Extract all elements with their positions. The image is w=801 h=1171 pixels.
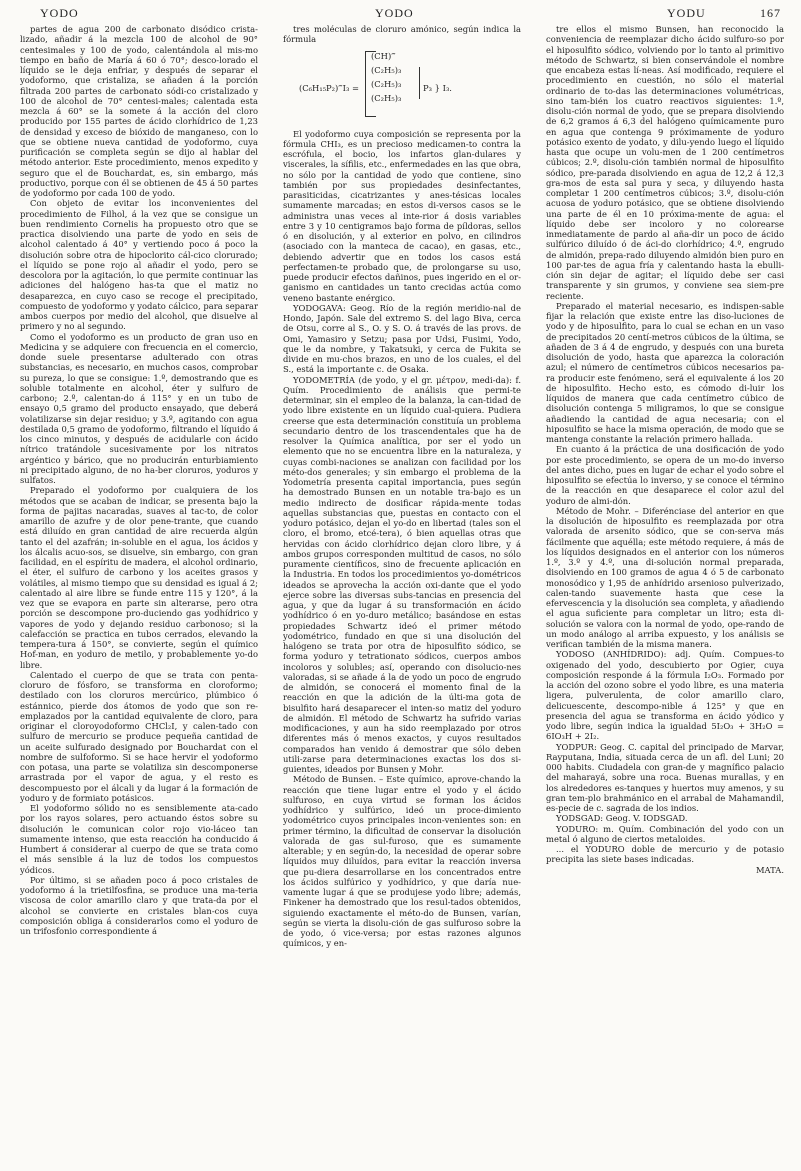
- paragraph: En cuanto á la práctica de una dosificación de yodo por este procedimiento, se opera de un mo-do inverso del antes dicho, pues en lugar de echar el yodo sobre el hiposulfito se efectúa lo inverso, y se conoce el término de la reacción en que desaparece el color azul del yoduro de almi-dón.: [546, 444, 784, 506]
- paragraph: El yodoformo cuya composición se representa por la fórmula CHI₃, es un precioso medicamen-to contra la escrófula, el bocio, los infartos glan-dulares y viscerales, la sífilis, etc., enfermedades en las que obra, no sólo por la cantidad de yodo que contiene, sino también por sus propiedades desinfectantes, parasiticidas, cicatrizantes y anes-tésicas locales sumamente marcadas; en estos di-versos casos se le administra unas veces al inte-rior á dosis variables entre 3 y 10 centigramos bajo forma de píldoras, sellos ó en disolución, y al exterior en polvo, en cilindros (asociado con la manteca de cacao), en gasas, etc., debiendo advertir que en todos los casos está perfectamen-te probado que, de prolongarse su uso, puede producir efectos dañinos, pues ingerido en el or-ganismo en cantidades un tanto crecidas actúa como veneno bastante enérgico.: [283, 128, 521, 303]
- paragraph: Con objeto de evitar los inconvenientes del procedimiento de Filhol, á la vez que se consigue un buen rendimiento Cornelis ha propuesto otro que se practica disolviendo una parte de yodo en seis de alcohol calentado á 40° y vertiendo poco á poco la disolución sobre otra de hipoclorito cál-cico clorurado; el líquido se pone rojo al añadir el yodo, pero se descolora por la agitación, lo que permite continuar las adiciones del halógeno has-ta que el matiz no desaparezca, en cuyo caso se recoge el precipitado, compuesto de yodoformo y yodato cálcico, para separar ambos cuerpos por medio del alcohol, que disuelve al primero y no al segundo.: [20, 198, 258, 332]
- formula-term: (C₂H₅)₃: [371, 78, 402, 89]
- paragraph: El yodoformo sólido no es sensiblemente ata-cado por los rayos solares, pero actuando éstos sobre su disolución le comunican color rojo vio-láceo tan sumamente intenso, que esta reacción ha conducido á Humbert á considerar al cuerpo de que se trata como el más sensible á la luz de todos los compuestos yódicos.: [20, 803, 258, 875]
- paragraph: YODSGAD: Geog. V. IODSGAD.: [556, 813, 688, 824]
- column-1: [20, 24, 258, 1164]
- chemical-formula: [283, 47, 521, 125]
- paragraph: Método de Bunsen. – Este químico, aprove-chando la reacción que tiene lugar entre el yodo y el ácido sulfuroso, en cuya virtud se forman los ácidos yodhídrico y sulfúrico, ideó un proce-dimiento yodométrico cuyos principales incon-venientes son: en primer término, la dificultad de conservar la disolución valorada de gas sul-furoso, que es sumamente alterable; y en según-do, la necesidad de operar sobre líquidos muy diluídos, para evitar la reacción inversa que pu-diera desarrollarse en los concentrados entre los ácidos sulfúrico y yodhídrico, y que daría nue-vamente lugar á que se produjese yodo libre; además, Finkener ha demostrado que los resul-tados obtenidos, siguiendo exactamente el méto-do de Bunsen, varían, según se vierta la disolu-ción de gas sulfuroso sobre la de yodo, ó vice-versa; por estas razones algunos químicos, y en-: [283, 774, 521, 949]
- paragraph: tre ellos el mismo Bunsen, han reconocido la conveniencia de reemplazar dicho ácido sulfuro-so por el hiposulfito sódico, volviendo por lo tanto al primitivo método de Schwartz, si bien conservándole el nombre que encabeza estas lí-neas. Así modificado, requiere el procedimiento en cuestión, no sólo el material ordinario de to-das las determinaciones volumétricas, sino tam-bién los cuatro reactivos siguientes: 1.º, disolu-ción normal de yodo, que se prepara disolviendo de 6,2 gramos á 6,3 del halógeno químicamente puro en agua que contenga 9 próximamente de yoduro potásico exento de yodato, y dilu-yendo luego el líquido hasta que ocupe un volu-men de 1 200 centímetros cúbicos; 2.º, disolu-ción también normal de hiposulfito sódico, pre-parada disolviendo en agua de 12,2 á 12,3 gra-mos de esta sal pura y seca, y diluyendo hasta completar 1 200 centímetros cúbicos; 3.º, disolu-ción acuosa de yoduro potásico, que se obtiene disolviendo una parte de él en 10 próxima-mente de agua: el líquido debe ser incoloro y no colorearse inmediatamente de pardo al aña-dir un poco de ácido sulfúrico diluído ó de áci-do clorhídrico; 4.º, engrudo de almidón, prepa-rado diluyendo almidón bien puro en 100 par-tes de agua fría y calentando hasta la ebulli-ción sin dejar de agitar; el líquido debe ser casi transparente y sin grumos, y conviene sea siem-pre reciente.: [546, 24, 784, 301]
- paragraph: Método de Mohr. – Diferénciase del anterior en que la disolución de hiposulfito es reemplazada por otra valorada de arsenito sódico, que se con-serva más fácilmente que aquélla; este método requiere, á más de los líquidos designados en el anterior con los números 1.º, 3.º y 4.º, una di-solución normal preparada, disolviendo en 100 gramos de agua 4 ó 5 de carbonato monosódico y 1,95 de anhídrido arsenioso pulverizado, calen-tando suavemente hasta que cese la efervescencia y la disolución sea completa, y añadiendo el agua suficiente para completar un litro; esta di-solución se valora con la normal de yodo, ope-rando de un modo análogo al arriba expuesto, y los análisis se verifican también de la misma manera.: [546, 505, 784, 649]
- paragraph: Como el yodoformo es un producto de gran uso en Medicina y se adquiere con frecuencia en el comercio, donde suele presentarse adulterado con otras substancias, es necesario, en muchos casos, comprobar su pureza, lo que se consigue: 1.º, demostrando que es soluble totalmente en alcohol, éter y sulfuro de carbono; 2.º, calentan-do á 115° y en un tubo de ensayo 0,5 gramo del producto ensayado, que deberá volatilizarse sin dejar residuo; y 3.º, agitando con agua destilada 0,5 gramo de yodoformo, filtrando el líquido á los cinco minutos, y después de acidularle con ácido nítrico tratándole sucesivamente por los nitratos argéntico y bárico, que no producirán enturbiamiento ni precipitado alguno, de no ha-ber cloruros, yoduros y sulfatos.: [20, 331, 258, 485]
- column-2: [283, 24, 521, 1164]
- paragraph: YODOSO (ANHÍDRIDO): adj. Quím. Compues-to oxigenado del yodo, descubierto por Ogier, cuya composición responde á la fórmula I₂O₃. Formado por la acción del ozono sobre el yodo libre, es una materia ligera, pulverulenta, de color amarillo claro, delicuescente, descompo-nible á 125° y que en presencia del agua se transforma en ácido yódico y yodo libre, según indica la igualdad 5I₂O₃ + 3H₂O = 6IO₃H + 2I₂.: [546, 649, 784, 742]
- formula-term: (C₂H₅)₃: [371, 64, 402, 75]
- header-right: YODU: [667, 6, 706, 20]
- formula-brace: [413, 67, 420, 99]
- paragraph: Preparado el yodoformo por cualquiera de los métodos que se acaban de indicar, se presenta bajo la forma de pajitas nacaradas, suaves al tac-to, de color amarillo de azufre y de olor pene-trante, que cuando está diluído en gran cantidad de aire recuerda algún tanto el del azafrán; in-soluble en el agua, los ácidos y los álcalis acuo-sos, se disuelve, sin embargo, con gran facilidad, en el espíritu de madera, el alcohol ordinario, el éter, el sulfuro de carbono y los aceites grasos y volátiles, al mismo tiempo que su densidad es igual á 2; calentado al aire libre se funde entre 115 y 120°, á la vez que se evapora en parte sin alterarse, pero otra porción se descompone pro-duciendo gas yodhídrico y vapores de yodo y dejando residuo carbonoso; si la calefacción se practica en tubos cerrados, elevando la tempera-tura á 150°, se convierte, según el químico Hof-man, en yoduro de metilo, y probablemente yo-do libre.: [20, 485, 258, 670]
- paragraph: YODURO: m. Quím. Combinación del yodo con un metal ó alguno de ciertos metaloides.: [546, 823, 784, 844]
- formula-left: (C₆H₁₅P₂)‴I₃ =: [299, 82, 360, 93]
- header-left: YODO: [40, 6, 79, 20]
- paragraph: YODPUR: Geog. C. capital del principado de Marvar, Rayputana, India, situada cerca de un afl. del Luni; 20 000 habits. Ciudadela con gran-de y magnífico palacio del maharayá, sobre una roca. Buenas murallas, y en los alrededores es-tanques y huertos muy amenos, y su gran tem-plo brahmánico en el arrabal de Mahamandil, es-pecie de c. sagrada de los indios.: [546, 741, 784, 813]
- paragraph: tres moléculas de cloruro amónico, según indica la fórmula: [283, 24, 521, 45]
- paragraph: Calentado el cuerpo de que se trata con penta-cloruro de fósforo, se transforma en cloroformo; destilado con los cloruros mercúrico, plúmbico ó estánnico, pierde dos átomos de yodo que son re-emplazados por la cantidad equivalente de cloro, para originar el cloroyodoformo CHCl₂I, y calen-tado con sulfuro de mercurio se produce pequeña cantidad de un aceite sulfurado designado por Bouchardat con el nombre de sulfoformo. Si se hace hervir el yodoformo con potasa, una parte se volatiliza sin descomponerse arrastrada por el vapor de agua, y el resto es descompuesto por el álcali y da lugar á la formación de yoduro y de formiato potásicos.: [20, 669, 258, 803]
- formula-right: P₃ } I₃.: [423, 82, 452, 93]
- paragraph: Preparado el material necesario, es indispen-sable fijar la relación que existe entre las diso-luciones de yodo y de hiposulfito, para lo cual se echan en un vaso de precipitados 20 centí-metros cúbicos de la última, se añaden de 3 á 4 de engrudo, y después con una bureta disolución de yodo, hasta que aparezca la coloración azul; el número de centímetros cúbicos necesarios pa-ra producir este fenómeno, será el equivalente á los 20 de hiposulfito. Hecho esto, es cómodo di-luir los líquidos de manera que cada centímetro cúbico de disolución contenga 5 miligramos, lo que se consigue añadiendo la cantidad de agua necesaria; con el hiposulfito se hace la misma operación, de modo que se mantenga constante la relación primero hallada.: [546, 300, 784, 444]
- formula-term: (CH)‴: [371, 50, 396, 61]
- paragraph: partes de agua 200 de carbonato disódico crista-lizado, añadir á la mezcla 100 de alcohol de 90° centesimales y 100 de yodo, calentándola al mis-mo tiempo en baño de María á 60 ó 70°; desco-lorado el líquido se le deja enfriar, y después de separar el yodoformo, que cristaliza, se añaden á la porción filtrada 200 partes de carbonato sódi-co cristalizado y 100 de alcohol de 70° centesi-males; calentada esta mezcla á 60° se la somete á la acción del cloro producido por 155 partes de ácido clorhídrico de 1,23 de densidad y exceso de bióxido de manganeso, con lo que se obtiene nueva cantidad de yodoformo, cuya purificación se completa según se dijo al hablar del método anterior. Este procedimiento, menos expedito y seguro que el de Bouchardat, es, sin embargo, más productivo, porque con él se obtienen de 45 á 50 partes de yodoformo por cada 100 de yodo.: [20, 24, 258, 198]
- header-center: YODO: [375, 6, 414, 20]
- paragraph: YODOMETRÍA (de yodo, y el gr. μέτρον, medi-da): f. Quím. Procedimiento de análisis que permi-te determinar, sin el empleo de la balanza, la can-tidad de yodo libre existente en un líquido cual-quiera. Pudiera creerse que esta determinación constituía un problema secundario dentro de los trascendentales que ha de resolver la Química analítica, por ser el yodo un elemento que no se encuentra libre en la naturaleza, y cuyas combi-naciones se analizan con facilidad por los méto-dos generales; y sin embargo el problema de la Yodometría presenta capital importancia, pues según ha demostrado Bunsen en un notable tra-bajo es un medio indirecto de dosificar rápida-mente todas aquellas substancias que, puestas en contacto con el yoduro potásico, dejan el yo-do en libertad (tales son el cloro, el bromo, etcé-tera), ó bien aquellas otras que hervidas con ácido clorhídrico dejan cloro libre, y á ambos grupos corresponden multitud de casos, no sólo puramente científicos, sino de frecuente aplicación en la Industria. En todos los procedimientos yo-dométricos ideados se aprovecha la acción oxi-dante que el yodo ejerce sobre las diversas subs-tancias en presencia del agua, y que da lugar á su transformación en ácido yodhídrico ó en yo-duro metálico; basándose en estas propiedades Schwartz ideó el primer método yodométrico, fundado en que si una disolución del halógeno se trata por otra de hiposulfito sódico, se forma yoduro y tetrationato sódicos, cuerpos ambos incoloros y solubles; así, operando con disolucio-nes valoradas, si se añade á la de yodo un poco de engrudo de almidón, se conocerá el momento final de la reacción en que la adición de la últi-ma gota de bisulfito hará desaparecer el inten-so matiz del yoduro de almidón. El método de Schwartz ha sufrido varias modificaciones, y aun ha sido reemplazado por otros diferentes más ó menos exactos, y cuyos resultados comparados han venido á demostrar que sólo deben utili-zarse para determinaciones exactas los dos si-guientes, ideados por Bunsen y Mohr.: [283, 374, 521, 774]
- page-number: 167: [760, 6, 781, 20]
- paragraph: Por último, si se añaden poco á poco cristales de yodoformo á la trietilfosfina, se produce una ma-teria viscosa de color amarillo claro y que trata-da por el alcohol se convierte en cristales blan-cos cuya composición obliga á considerarlos como el yoduro de un trifosfonio correspondiente á: [20, 874, 258, 936]
- running-header: [0, 0, 801, 22]
- formula-term: (C₂H₅)₃: [371, 92, 402, 103]
- column-3: [546, 24, 784, 1164]
- author-signature: MATA.: [755, 864, 784, 875]
- paragraph: YODOGAVA: Geog. Río de la región meridio-nal de Hondo, Japón. Sale del extremo S. del lago Biva, cerca de Otsu, corre al S., O. y S. O. á través de las provs. de Omi, Yamasiro y Setzu; pasa por Udsi, Fusimi, Yodo, que le da nombre, y Takatsuki, y cerca de Fukita se divide en mu-chos brazos, en uno de los cuales, el del S., está la importante c. de Osaka.: [283, 302, 521, 375]
- formula-stack: [371, 49, 401, 105]
- paragraph: ... el YODURO doble de mercurio y de potasio precipita las siete bases indicadas.: [546, 844, 784, 865]
